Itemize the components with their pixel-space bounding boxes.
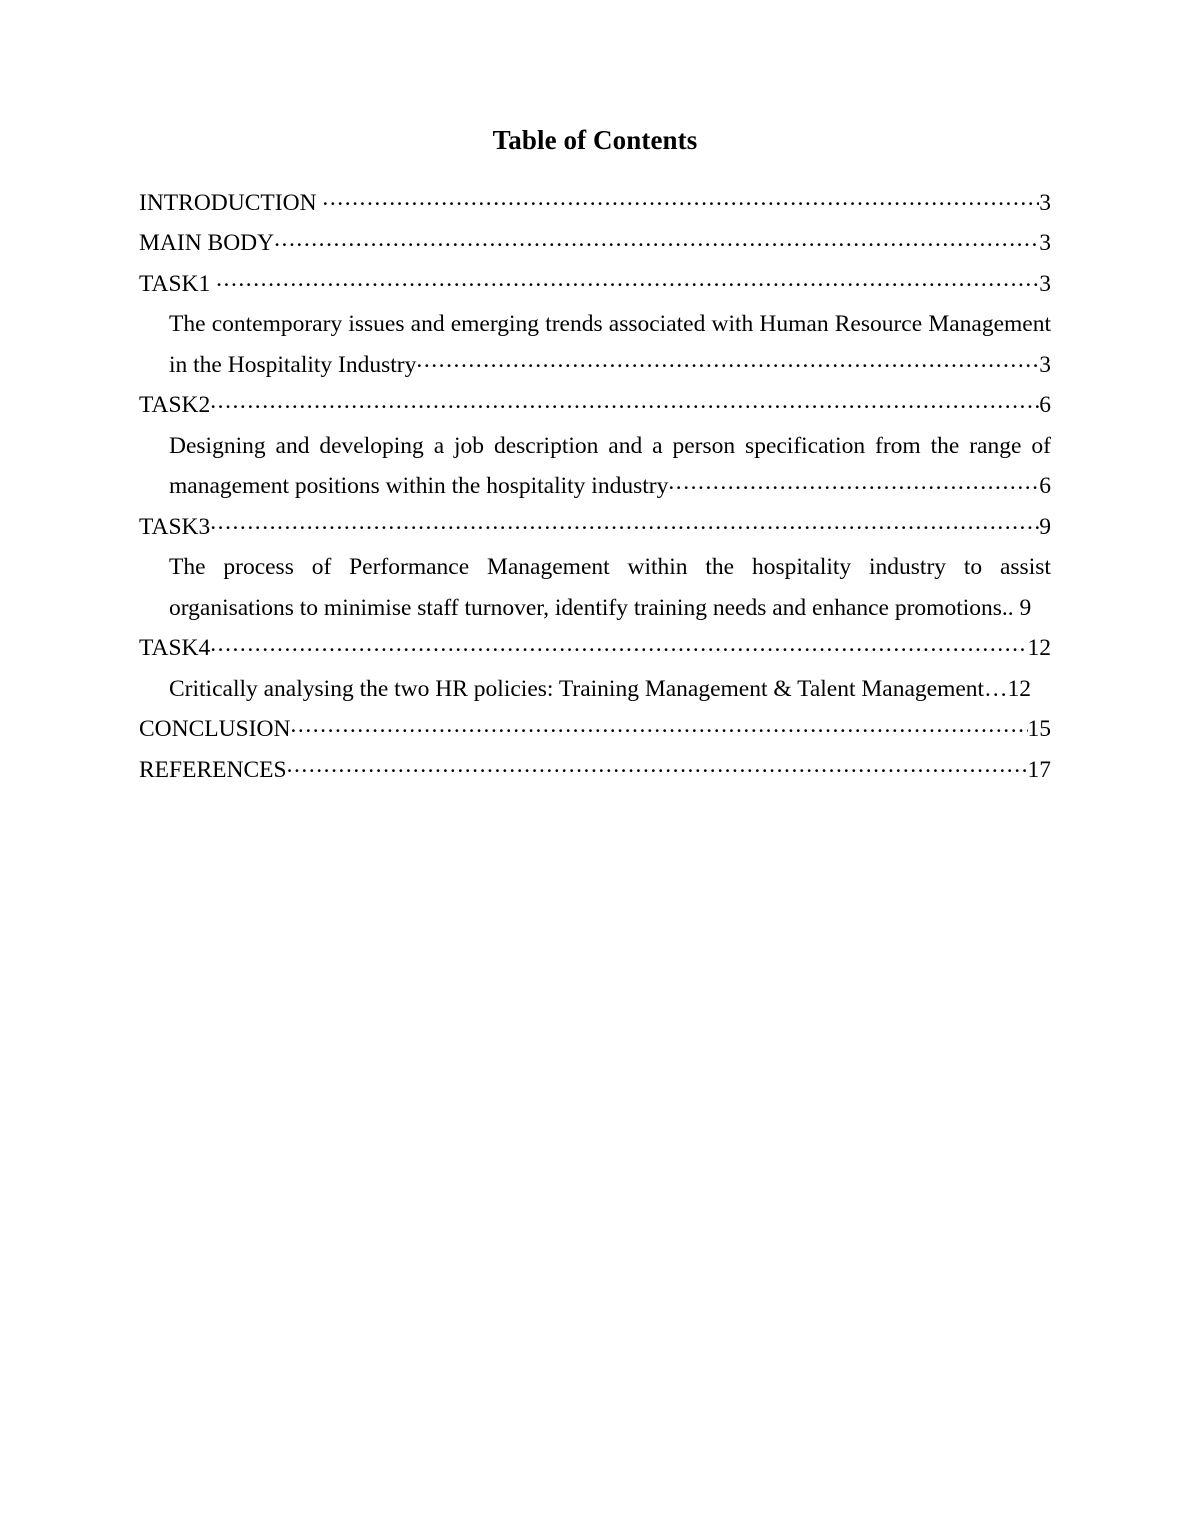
- toc-entry-label: MAIN BODY: [139, 230, 275, 256]
- word: and: [410, 311, 445, 337]
- word: and: [608, 432, 643, 459]
- word: The: [169, 311, 206, 337]
- word: Management: [928, 311, 1051, 337]
- dot-leader: [274, 219, 1039, 260]
- word: within: [627, 554, 688, 580]
- word: Human: [759, 311, 829, 337]
- word: process: [223, 554, 294, 580]
- toc-subentry-line2: organisations to minimise staff turnover, identify training needs and enhance promotions.. 9: [169, 594, 1032, 621]
- toc-entry-label: TASK2: [139, 392, 211, 418]
- toc-subentry-label: management positions within the hospitality industry: [169, 473, 669, 499]
- toc-page-number: 3: [1039, 189, 1051, 216]
- toc-entry-task1[interactable]: [139, 264, 1051, 305]
- toc-subentry-line2: [169, 466, 1051, 507]
- word: assist: [999, 554, 1051, 580]
- page-title: Table of Contents: [492, 125, 698, 155]
- toc-content: [139, 120, 1051, 790]
- word: the: [705, 554, 735, 580]
- word: from: [875, 432, 921, 459]
- dot-leader: [287, 745, 1028, 786]
- word: Resource: [834, 311, 923, 337]
- dot-leader: [210, 381, 1039, 422]
- toc-subentry-line1: [169, 547, 1051, 588]
- dot-leader: [322, 178, 1039, 219]
- word: contemporary: [211, 311, 343, 337]
- toc-entry-main-body[interactable]: [139, 223, 1051, 264]
- toc-subentry-task4[interactable]: [169, 669, 1051, 710]
- toc-entry-label: TASK1: [139, 270, 217, 297]
- word: Management: [486, 554, 610, 580]
- toc-subentry-line2: [169, 345, 1051, 386]
- word: developing: [319, 432, 424, 459]
- word: Performance: [349, 554, 470, 580]
- word: Designing: [169, 432, 266, 459]
- toc-entry-task4[interactable]: [139, 628, 1051, 669]
- dot-leader: [416, 340, 1039, 381]
- word: range: [969, 432, 1022, 459]
- toc-page-number: 15: [1027, 716, 1051, 742]
- word: the: [930, 432, 960, 459]
- word: a: [433, 432, 445, 459]
- toc-page-number: 17: [1027, 756, 1051, 783]
- toc-subentry-task3[interactable]: [169, 547, 1051, 628]
- word: to: [963, 554, 983, 580]
- word: of: [1031, 432, 1051, 459]
- toc-page-number: 6: [1039, 473, 1051, 499]
- toc-entry-task2[interactable]: [139, 385, 1051, 426]
- dot-leader: [210, 624, 1027, 665]
- toc-page-number: 3: [1039, 351, 1051, 378]
- toc-page-number: 9: [1039, 513, 1051, 540]
- toc-page-number: 3: [1039, 270, 1051, 297]
- word: with: [711, 311, 754, 337]
- dot-leader: [668, 462, 1039, 503]
- word: description: [493, 432, 599, 459]
- toc-entry-label: CONCLUSION: [139, 716, 291, 742]
- word: The: [169, 554, 206, 580]
- toc-page-number: 6: [1039, 392, 1051, 418]
- toc-subentry-line1: [169, 304, 1051, 345]
- toc-entry-introduction[interactable]: [139, 183, 1051, 224]
- word: hospitality: [751, 554, 852, 580]
- toc-entry-label: REFERENCES: [139, 756, 287, 783]
- toc-entry-references[interactable]: [139, 750, 1051, 791]
- word: job: [454, 432, 485, 459]
- word: and: [275, 432, 310, 459]
- word: industry: [869, 554, 947, 580]
- word: issues: [348, 311, 405, 337]
- word: specification: [745, 432, 866, 459]
- word: trends: [545, 311, 603, 337]
- toc-page-number: 3: [1039, 230, 1051, 256]
- toc-entry-label: TASK3: [139, 513, 211, 540]
- toc-subentry-line1: [169, 426, 1051, 467]
- dot-leader: [210, 502, 1039, 543]
- word: of: [311, 554, 332, 580]
- toc-entry-label: TASK4: [139, 635, 211, 661]
- toc-entry-conclusion[interactable]: [139, 709, 1051, 750]
- dot-leader: [216, 259, 1039, 300]
- word: a: [652, 432, 663, 459]
- toc-subentry-line1: Critically analysing the two HR policies: Training Management & Talent Management…12: [169, 675, 1032, 702]
- toc-list: [139, 183, 1051, 791]
- toc-subentry-label: in the Hospitality Industry: [169, 351, 417, 378]
- word: person: [672, 432, 736, 459]
- word: associated: [608, 311, 706, 337]
- dot-leader: [290, 705, 1027, 746]
- toc-entry-label: INTRODUCTION: [139, 189, 323, 216]
- toc-entry-task3[interactable]: [139, 507, 1051, 548]
- word: emerging: [450, 311, 540, 337]
- toc-subentry-task2[interactable]: [169, 426, 1051, 507]
- toc-page-number: 12: [1027, 635, 1051, 661]
- toc-subentry-task1[interactable]: [169, 304, 1051, 385]
